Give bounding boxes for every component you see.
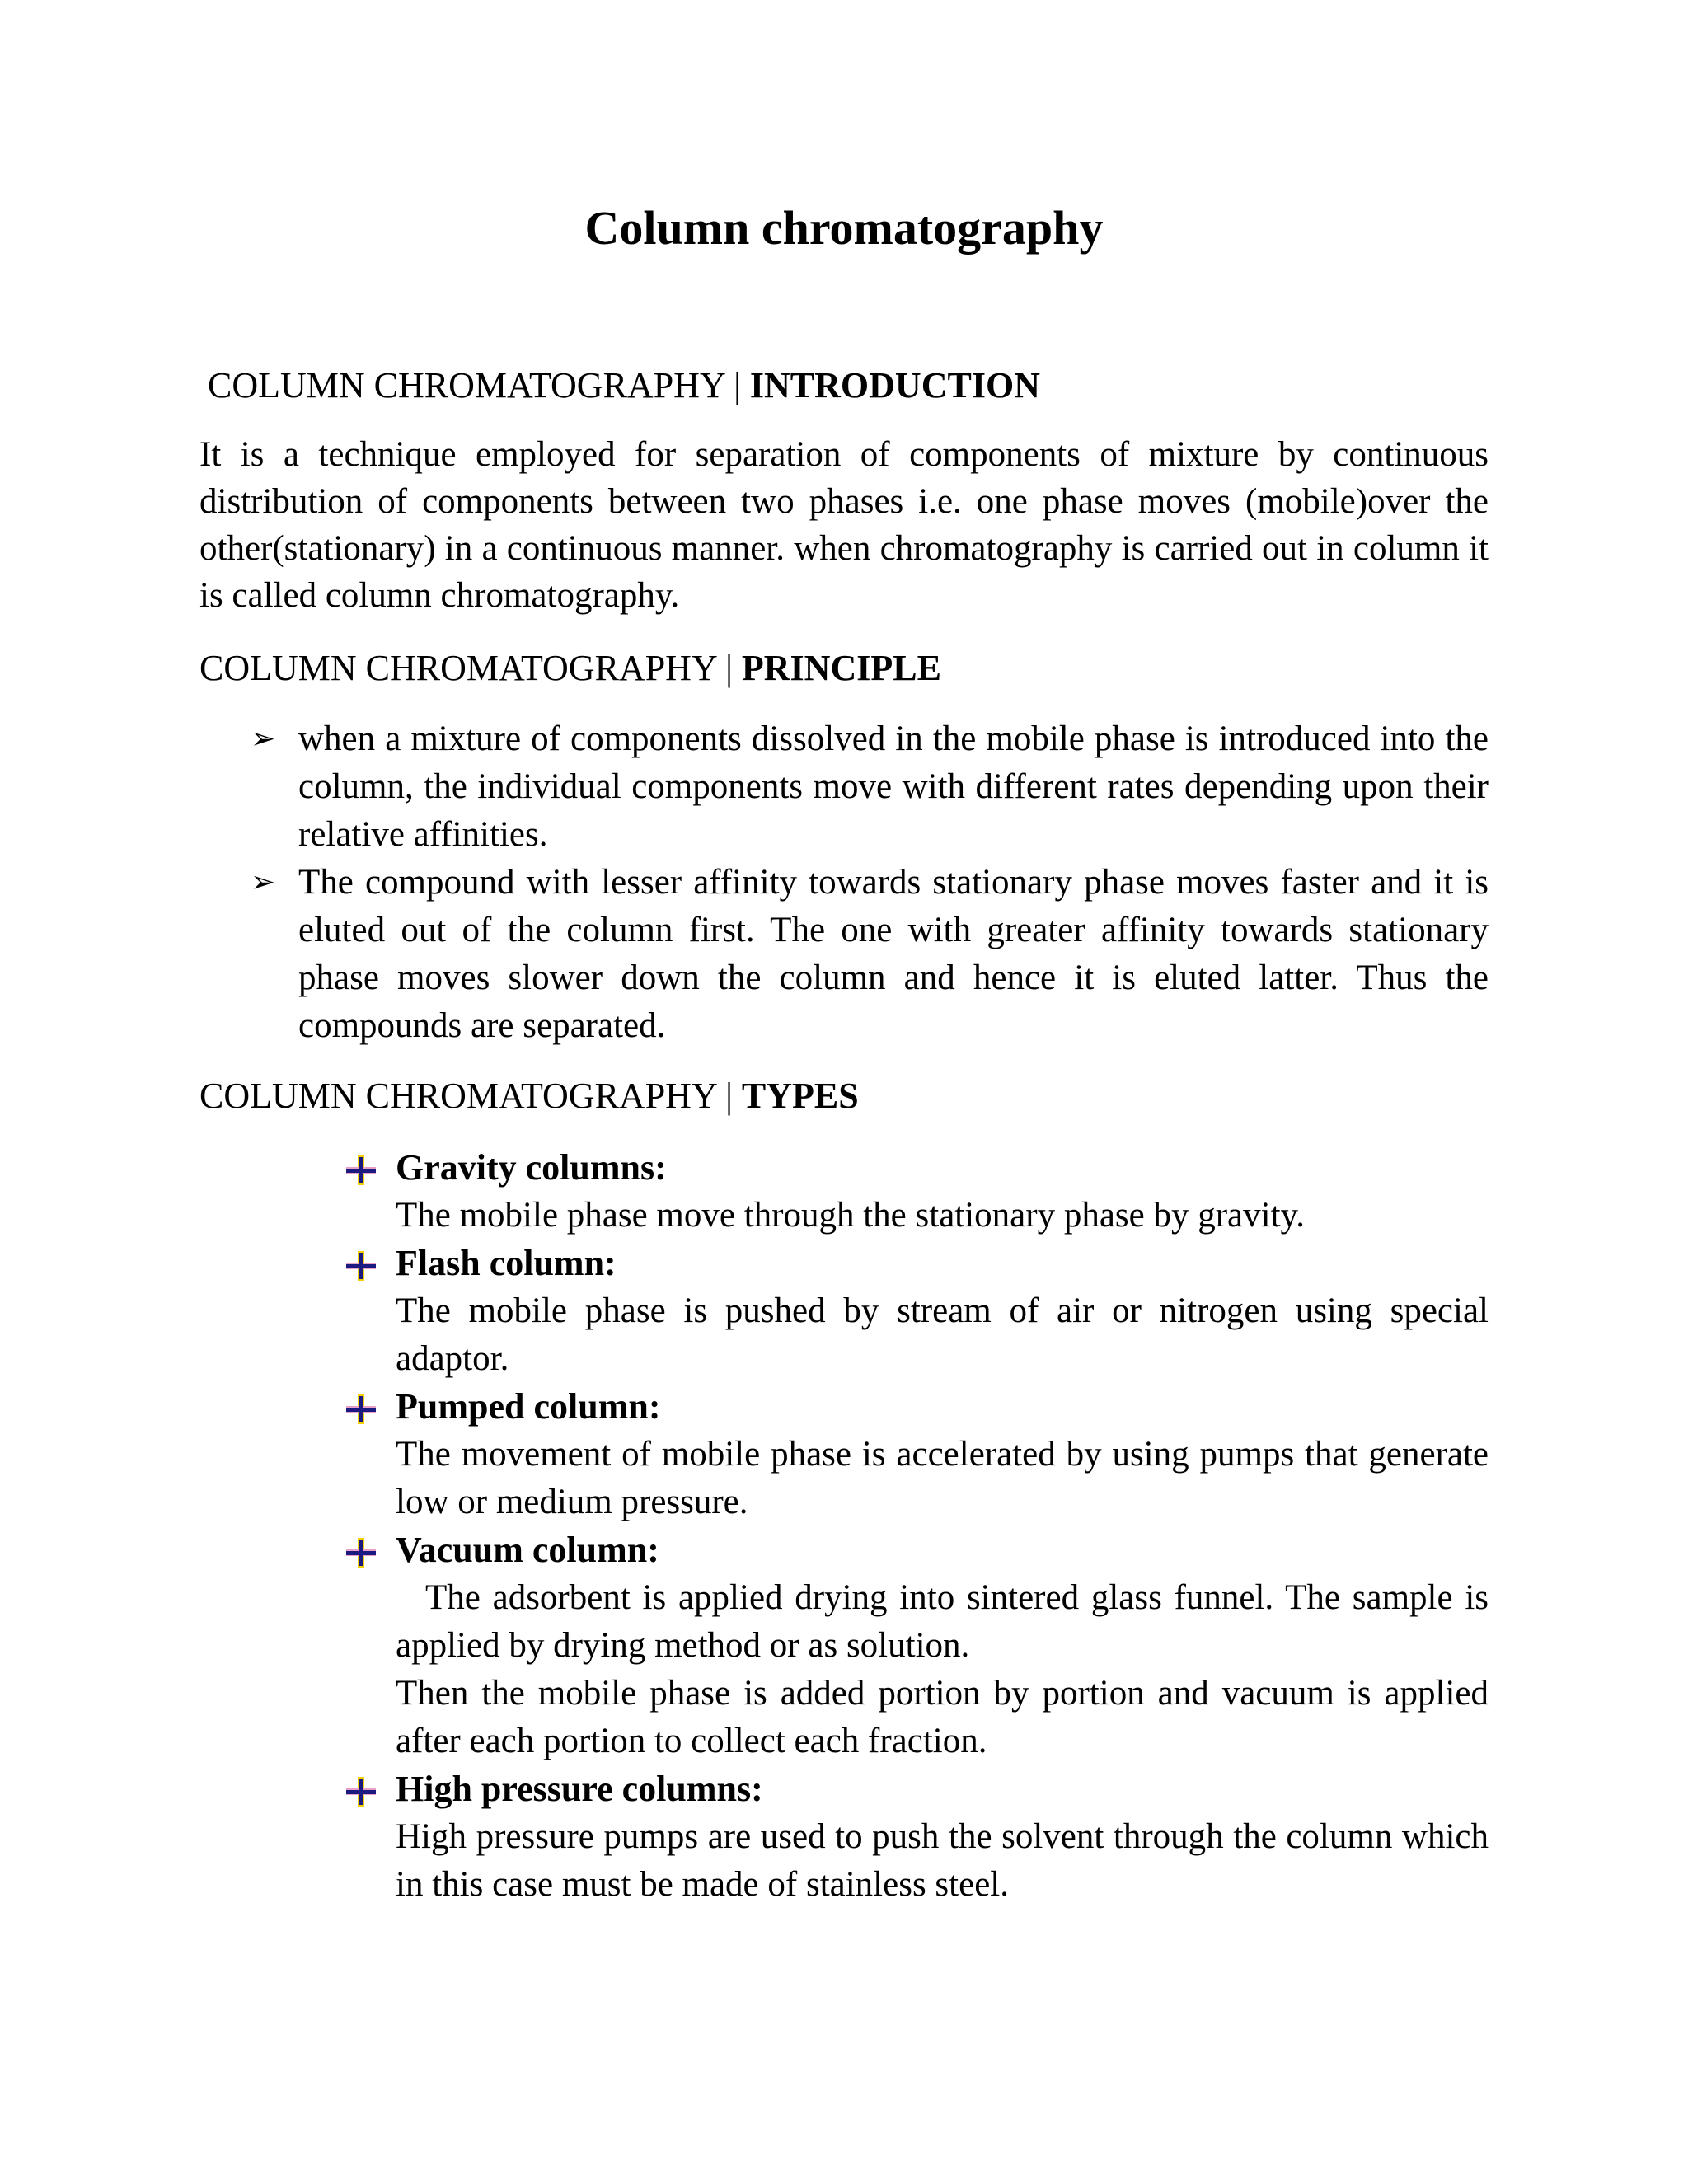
principle-item-text: when a mixture of components dissolved in the mobile phase is introduced into the column, the individual components move with different rates depending upon their relative affinities. bbox=[298, 719, 1489, 854]
principle-item-text: The compound with lesser affinity towards stationary phase moves faster and it is eluted out of the column first. The one with greater affinity towards stationary phase moves slower down the column and hence it is eluted latter. Thus the compounds are separated. bbox=[298, 863, 1489, 1045]
plus-cross-bullet-icon bbox=[345, 1775, 377, 1808]
principle-list-item bbox=[251, 859, 1489, 1050]
introduction-paragraph: It is a technique employed for separation of components of mixture by continuous distribution of components between two phases i.e. one phase moves (mobile)over the other(stationary) in a continuous manner. when chromatography is carried out in column it is called column chromatography. bbox=[199, 435, 1489, 615]
type-name: Vacuum column: bbox=[396, 1530, 659, 1570]
type-description: High pressure pumps are used to push the solvent through the column which in this case must be made of stainless steel. bbox=[396, 1817, 1489, 1904]
introduction-heading-prefix: COLUMN CHROMATOGRAPHY | bbox=[208, 365, 750, 405]
type-description: The movement of mobile phase is accelerated by using pumps that generate low or medium pressure. bbox=[396, 1435, 1489, 1521]
types-heading-prefix: COLUMN CHROMATOGRAPHY | bbox=[199, 1076, 742, 1116]
principle-list-item bbox=[251, 715, 1489, 859]
type-list-item-vacuum bbox=[345, 1526, 1489, 1765]
type-list-item-pumped bbox=[345, 1383, 1489, 1526]
type-description: The mobile phase is pushed by stream of air or nitrogen using special adaptor. bbox=[396, 1291, 1489, 1378]
arrowhead-bullet-icon: ➢ bbox=[251, 865, 276, 899]
type-description: The adsorbent is applied drying into sintered glass funnel. The sample is applied by drying method or as solution. bbox=[396, 1578, 1489, 1665]
introduction-heading-bold: INTRODUCTION bbox=[749, 365, 1040, 405]
plus-cross-bullet-icon bbox=[345, 1154, 377, 1187]
type-name: Flash column: bbox=[396, 1243, 617, 1283]
type-name: Pumped column: bbox=[396, 1386, 661, 1427]
types-heading bbox=[199, 1071, 859, 1121]
type-list-item-high-pressure bbox=[345, 1765, 1489, 1909]
type-name: Gravity columns: bbox=[396, 1147, 667, 1188]
plus-cross-bullet-icon bbox=[345, 1249, 377, 1282]
principle-heading-bold: PRINCIPLE bbox=[741, 648, 941, 688]
principle-heading-prefix: COLUMN CHROMATOGRAPHY | bbox=[199, 648, 742, 688]
type-description: Then the mobile phase is added portion by portion and vacuum is applied after each portion to collect each fraction. bbox=[396, 1674, 1489, 1760]
type-list-item-gravity bbox=[345, 1144, 1489, 1240]
plus-cross-bullet-icon bbox=[345, 1536, 377, 1569]
type-description: The mobile phase move through the stationary phase by gravity. bbox=[396, 1196, 1305, 1235]
type-name: High pressure columns: bbox=[396, 1769, 763, 1809]
types-list bbox=[345, 1144, 1489, 1909]
plus-cross-bullet-icon bbox=[345, 1393, 377, 1426]
arrowhead-bullet-icon: ➢ bbox=[251, 722, 276, 756]
type-list-item-flash bbox=[345, 1240, 1489, 1383]
introduction-heading bbox=[208, 361, 1040, 410]
page-title: Column chromatography bbox=[584, 201, 1104, 255]
principle-heading bbox=[199, 644, 941, 693]
types-heading-bold: TYPES bbox=[741, 1076, 859, 1116]
principle-list bbox=[251, 715, 1489, 1050]
